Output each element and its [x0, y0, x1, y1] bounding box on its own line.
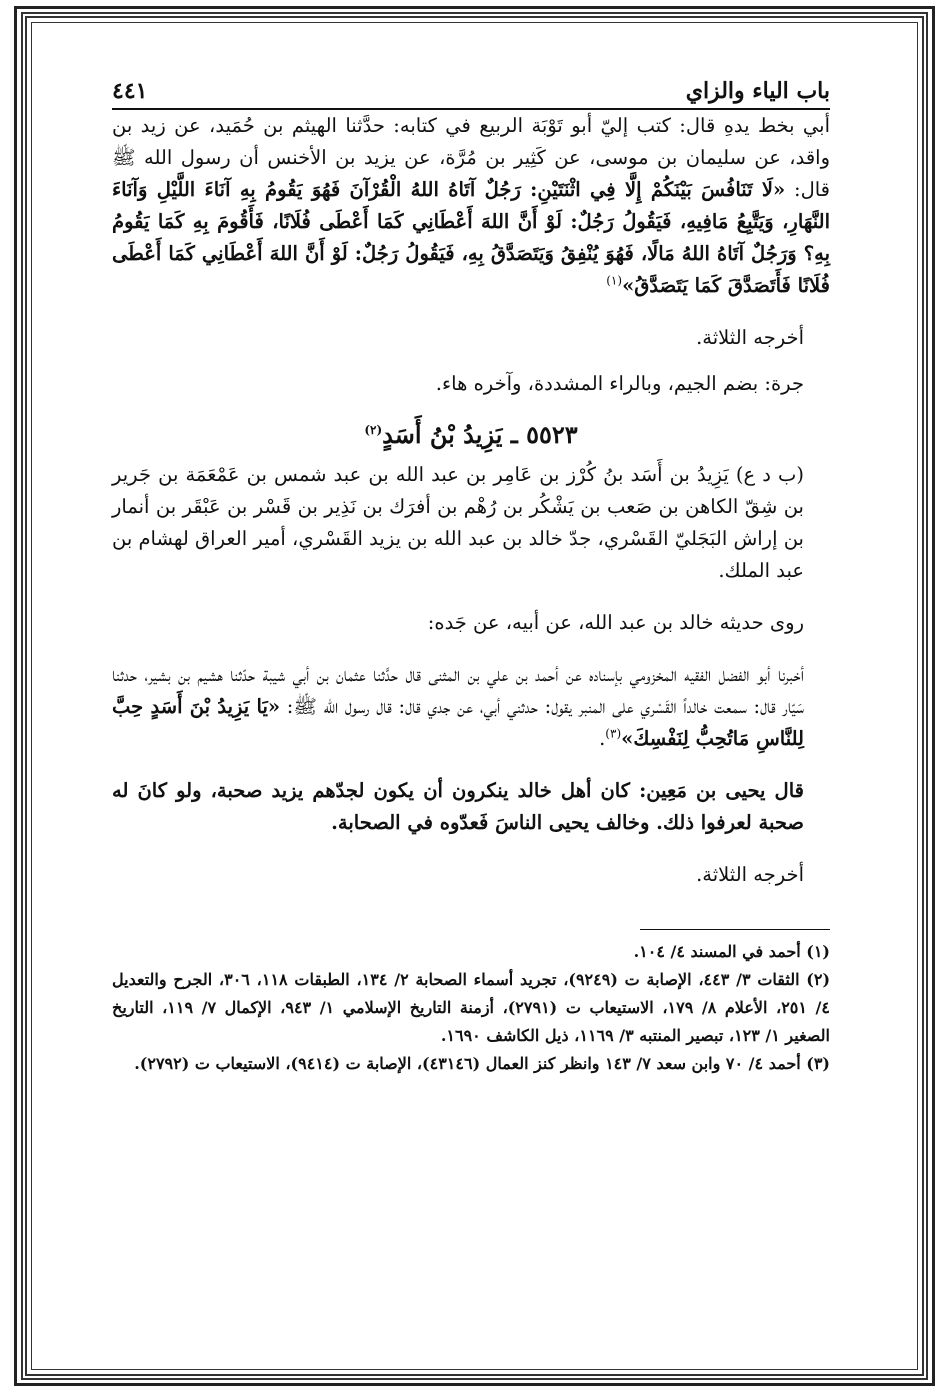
paragraph-isnad — [112, 110, 830, 302]
narration-intro: روى حديثه خالد بن عبد الله، عن أبيه، عن جَده: — [427, 611, 804, 634]
footnote-2: (٢) الثقات ٣/ ٤٤٣، الإصابة ت (٩٢٤٩)، تجريد أسماء الصحابة ٢/ ١٣٤، الطبقات ١١٨، ٣٠٦، الجرح والتعديل ٤/ ٢٥١، الأعلام ٨/ ١٧٩، الاستيعاب ت (٢٧٩١)، أزمنة التاريخ الإسلامي ١/ ٩٤٣، الإكمال ٧/ ١١٩، التاريخ الصغير ١/ ١٢٣، تبصير المنتبه ٣/ ١١٦٩، ذيل الكاشف ١٦٩٠. — [112, 970, 831, 1045]
isnad-text-2: أخبرنا أبو الفضل الفقيه المخزومي بإسناده عن أحمد بن علي بن المثنى قال حدَّثنا عثمان بن أبي شيبة حدّثنا هشيم بن بشير، حدثنا سَيّار قال: سمعت خالداً القَسْري على المنبر يقول: حدثني أبي، عن جدي قال: قال رسول الله ﷺ: — [112, 663, 805, 718]
takhrij-line-1: أخرجه الثلاثة. — [696, 326, 804, 349]
hadith-text: «لَا تَنَافُسَ بَيْنَكُمْ إِلَّا فِي اثْنَتَيْنِ: رَجُلٌ آتَاهُ اللهُ الْقُرْآنَ فَهُوَ يَقُومُ بِهِ آنَاءَ اللَّيْلِ وَآنَاءَ النَّهَارِ، وَيَتَّبِعُ مَافِيهِ، فَيَقُولُ رَجُلٌ: لَوْ أَنَّ اللهَ أَعْطَانِي كَمَا أَعْطَى فُلَانًا، فَأَقُومَ بِهِ كَمَا يَقُومُ بِهِ؟ وَرَجُلٌ آتَاهُ اللهُ مَالًا، فَهُوَ يُنْفِقُ وَيَتَصَدَّقُ بِهِ، فَيَقُولُ رَجُلٌ: لَوْ أَنَّ اللهَ أَعْطَانِي كَمَا أَعْطَى فُلَانًا فَأَتَصَدَّقَ كَمَا يَتَصَدَّقُ» — [112, 178, 830, 297]
page-number: ٤٤١ — [112, 78, 148, 104]
footnote-separator — [640, 929, 830, 930]
isnad-text: أبي بخط يدهِ قال: كتب إليّ أبو تَوْبَة الربيع في كتابه: حدَّثنا الهيثم بن حُمَيد، عن زيد بن واقد، عن سليمان بن موسى، عن كَثِير بن مُرَّة، عن يزيد بن الأخنس أن رسول الله ﷺ قال: — [112, 114, 831, 201]
entry-heading-text: ٥٥٢٣ ـ يَزِيدُ بْنُ أَسَدٍ — [382, 420, 578, 449]
footnote-ref-2: (٢) — [364, 423, 383, 437]
entry-lineage: (ب د ع) يَزِيدُ بن أَسَد بنُ كُرْز بن عَامِر بن عبد الله بن عبد شمس بن عَمْعَمَة بن جَرير بن شِقّ الكاهن بن صَعب بن يَشْكُر بن رُهْم بن أفرَك بن نَذِير بن قَسْر بن عَبْقَر بن أنمار بن إراش البَجَليّ القَسْري، جدّ خالد بن عبد الله بن يزيد القَسْري، أمير العراق لهشام بن عبد الملك. — [112, 463, 804, 582]
footnote-3: (٣) أحمد ٤/ ٧٠ وابن سعد ٧/ ١٤٣ وانظر كنز العمال (٤٣١٤٦)، الإصابة ت (٩٤١٤)، الاستيعاب ت (٢٧٩٢). — [134, 1054, 830, 1073]
running-head — [112, 70, 830, 110]
hadith-end-period: . — [599, 727, 606, 750]
spelling-note: جرة: بضم الجيم، وبالراء المشددة، وآخره هاء. — [435, 372, 804, 395]
chapter-title: باب الياء والزاي — [685, 78, 830, 104]
takhrij-line-2: أخرجه الثلاثة. — [696, 863, 804, 886]
paragraph-hadith-2 — [112, 659, 830, 755]
footnote-1: (١) أحمد في المسند ٤/ ١٠٤. — [633, 942, 830, 961]
book-page — [112, 70, 830, 1340]
footnote-ref-3: (٣) — [605, 726, 622, 741]
hadith-text-2: «يَا يَزِيدُ بْنَ أَسَدٍ حِبَّ لِلنَّاسِ مَاتُحِبُّ لِنَفْسِكَ» — [112, 695, 804, 750]
entry-heading — [112, 420, 830, 449]
footnote-ref-1: (١) — [606, 273, 623, 288]
ibn-maeen-remark: قال يحيى بن مَعِين: كان أهل خالد ينكرون أن يكون لجدّهم يزيد صحبة، ولو كانَ له صحبة لعرفوا ذلك. وخالف يحيى الناسَ فَعدّوه في الصحابة. — [112, 779, 804, 834]
